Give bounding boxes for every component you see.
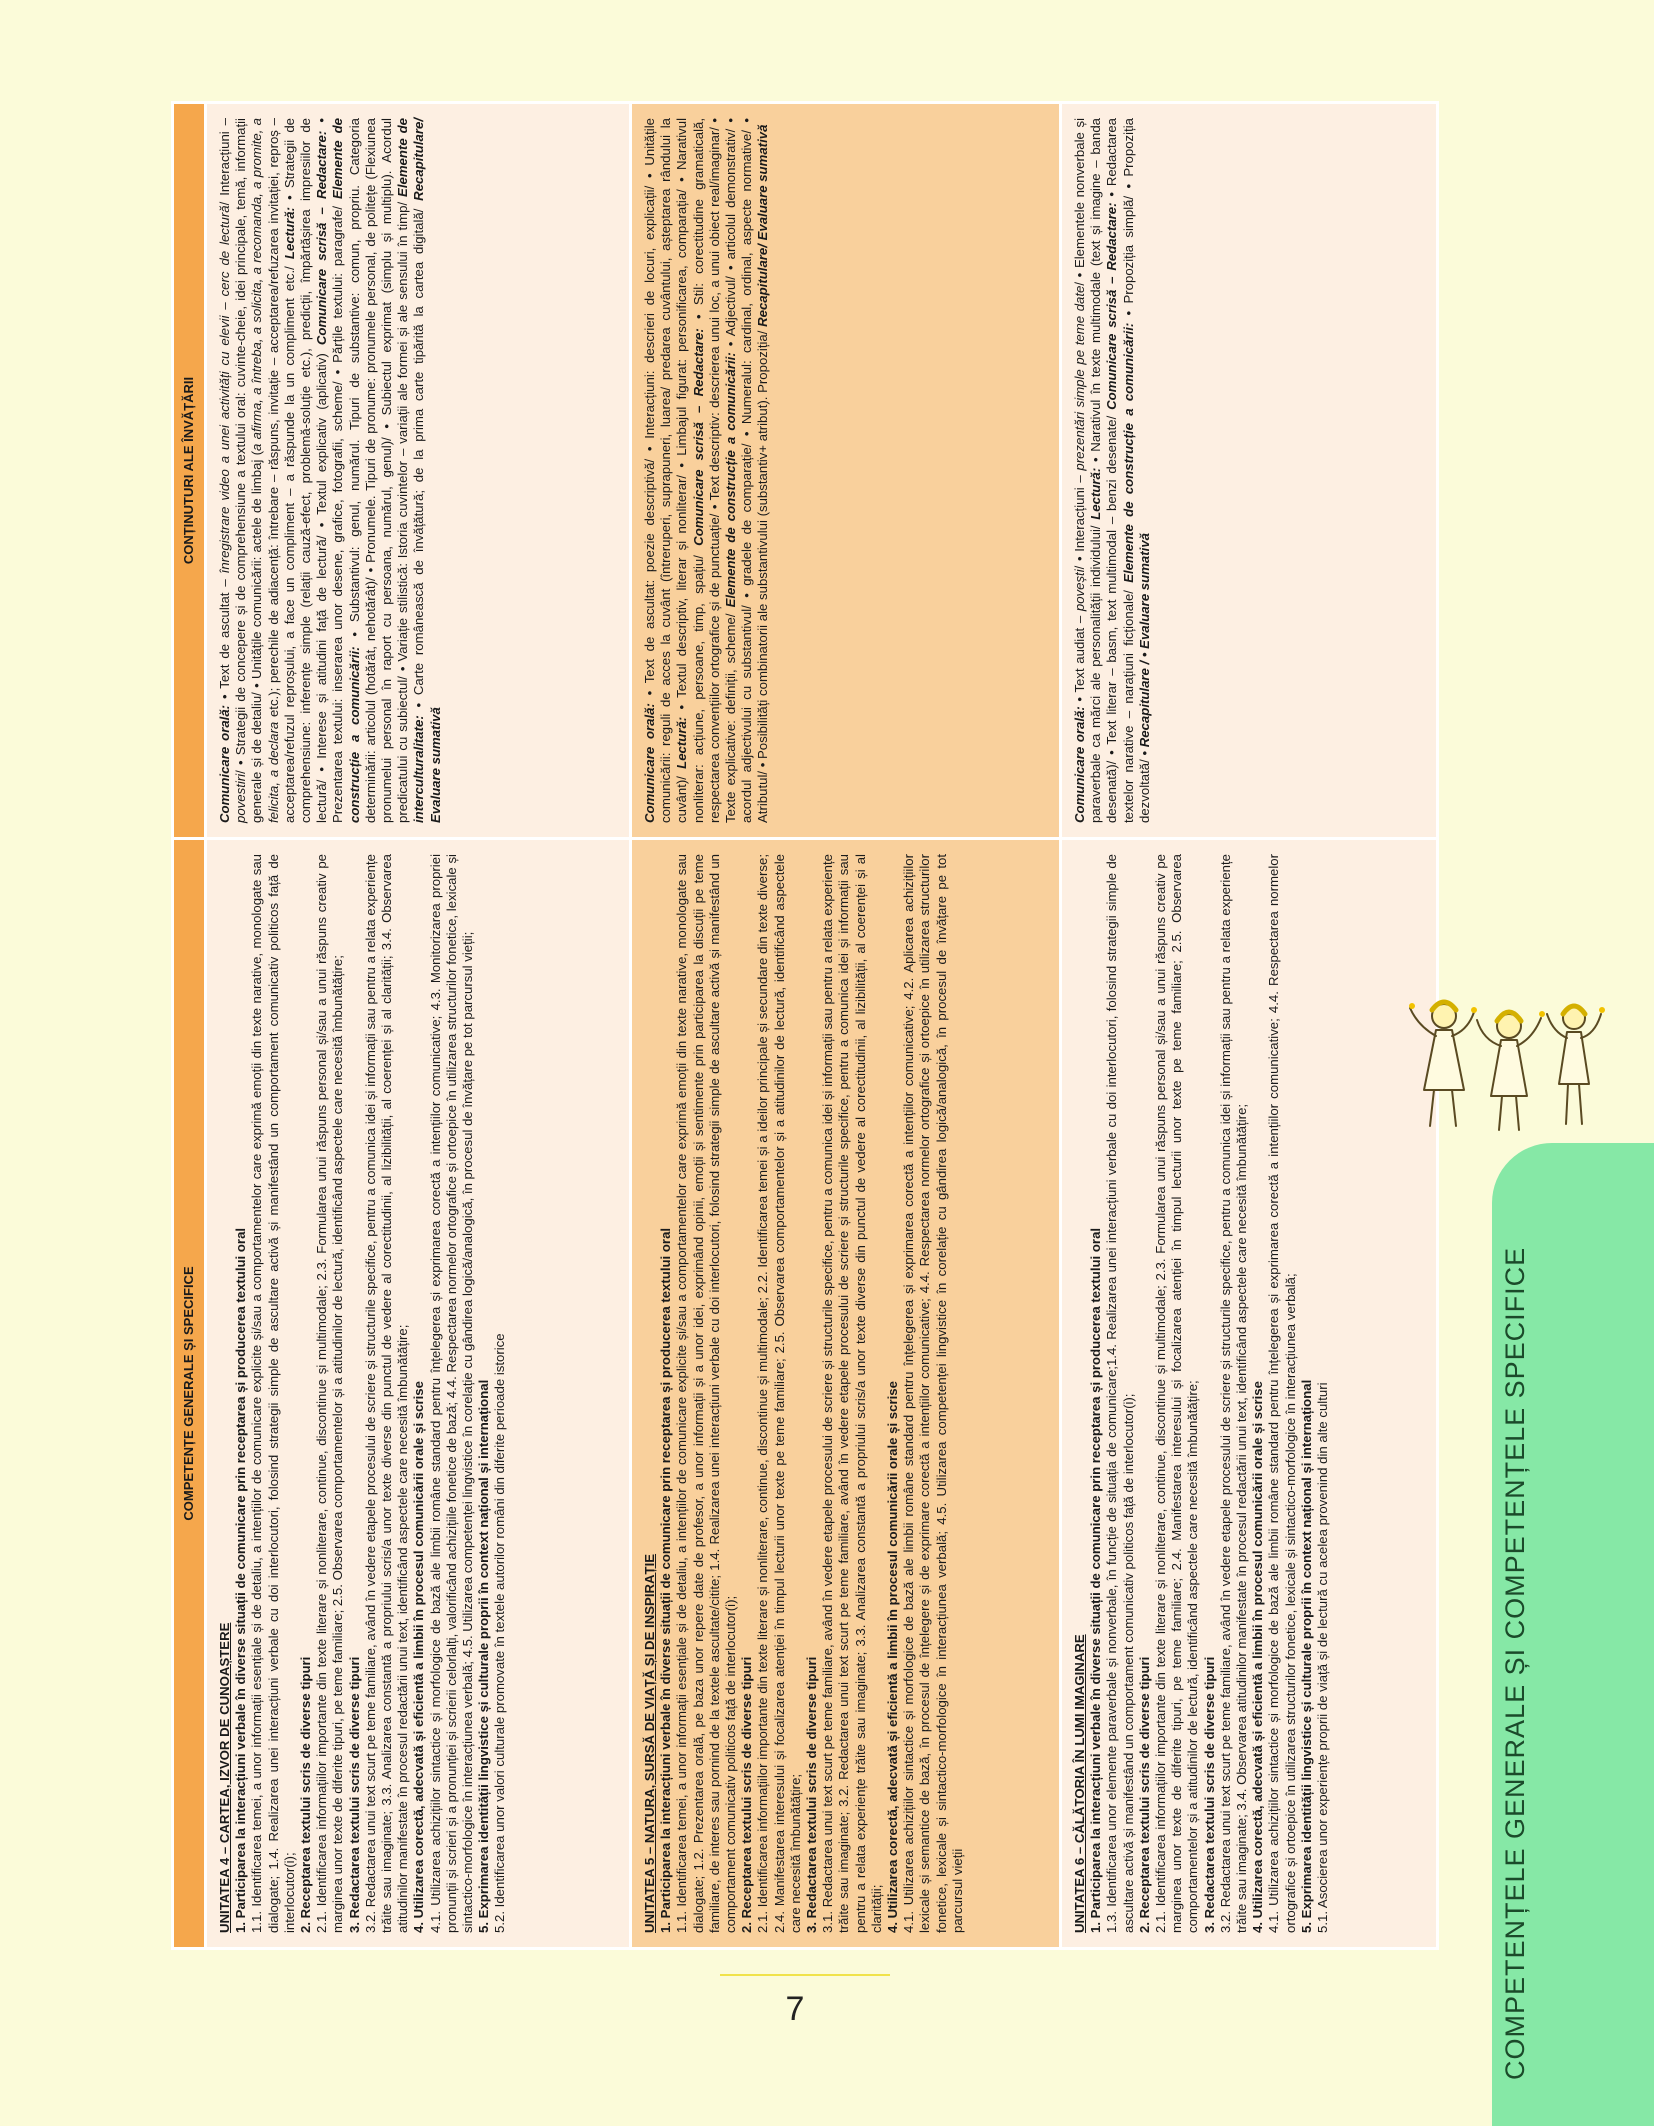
general-competence: 4. Utilizarea corectă, adecvată și eficientă a limbii în procesul comunicării orale și scrise: [411, 1381, 427, 1933]
content-run: • Narativul în texte multimodale (text și imagine – banda desenată)/ • Text literar – basm, text multimodal – benzi desenate/: [1088, 118, 1120, 823]
general-competence: 4. Utilizarea corectă, adecvată și eficientă a limbii în procesul comunicării orale și scrise: [1250, 1381, 1266, 1933]
content-run: Comunicare orală:: [1072, 706, 1087, 823]
specific-competences: 4.1. Utilizarea achizițiilor sintactice și morfologice de bază ale limbii române standard pentru înțelegerea și exprimarea corectă a intențiilor comunicative; 4.3. Monitorizarea propriei pronunții și scrieri și a pronunției și scrierii celorlalți, valorificând achizițiile fonetice de bază; 4.4. Respectarea normelor ortografice și ortoepice în utilizarea structurilor fonetice, lexicale și sintactico-morfologice în interacțiunea verbală; 4.5. Utilizarea competenței lingvistice în corelație cu gândirea logică/analogică, în procesul de învățare pe tot parcursul vieții;: [427, 854, 476, 1933]
specific-competences: 4.1. Utilizarea achizițiilor sintactice și morfologice de bază ale limbii române standard pentru înțelegerea și exprimarea corectă a intențiilor comunicative; 4.2. Aplicarea achizițiilor lexicale și semantice de bază, în procesul de înțelegere și de exprimare corectă a intențiilor comunicative; 4.4. Respectarea normelor ortografice și ortoepice în utilizarea structurilor fonetice, lexicale și sintactico-morfologice în interacțiunea verbală; 4.5. Utilizarea competenței lingvistice în corelație cu gândirea logică/analogică, în procesul de învățare pe tot parcursul vieții: [901, 854, 965, 1933]
children-illustration: [1404, 988, 1614, 1138]
page-number-rule: [720, 1974, 890, 1976]
content-run: Lectură:: [1088, 467, 1104, 520]
content-run: • Adjectivul/ • articolul demonstrativ/ • acordul adjectivului cu substantivul/ • gradele de comparație/ • Numeralul: cardinal, ordinal, aspecte normative/ • Atributul/ • Posibilități combinatorii ale substantivului (substantiv+ atribut). Propoziția/: [723, 118, 771, 823]
content-run: Lectură:: [674, 716, 690, 769]
content-run: prezentări simple pe teme date: [1072, 285, 1087, 471]
content-run: a afirma, a întreba, a solicita, a recomanda, a promite, a felicita, a declara: [249, 118, 281, 823]
content-run: • Propoziția simplă/ • Propoziția dezvoltată/ •: [1120, 118, 1152, 823]
unit-title: UNITATEA 4 – CARTEA, IZVOR DE CUNOAȘTERE: [217, 1622, 232, 1933]
content-run: / • Elementele nonverbale și paraverbale ca mărci ale personalității individului/: [1072, 117, 1104, 823]
section-side-label: COMPETENȚELE GENERALE ȘI COMPETENȚELE SPECIFICE: [1500, 1246, 1530, 2080]
content-run: / • Interacțiuni –: [1072, 470, 1087, 570]
content-run: Comunicare scrisă – Redactare:: [314, 130, 330, 346]
content-run: Elemente de construcție a comunicării:: [330, 118, 362, 823]
content-run: Elemente de interculturalitate:: [395, 118, 427, 823]
content-run: Recapitulare/ Evaluare sumativă: [755, 124, 771, 327]
general-competence: 3. Redactarea textului scris de diverse tipuri: [804, 1656, 820, 1933]
content-run: Lectură:: [281, 207, 297, 260]
specific-competences: 2.1. Identificarea informațiilor importante din texte literare și nonliterare, continue, discontinue și multimodale; 2.3. Formularea unui răspuns personal și/sau a unui răspuns creativ pe marginea unor texte de diferite tipuri, pe teme familiare; 2.5. Observarea comportamentelor și a atitudinilor de lectură, identificând aspectele care necesită îmbunătățire;: [314, 854, 346, 1933]
competences-cell: [206, 839, 631, 1949]
contents-cell: [1061, 103, 1438, 839]
content-run: • Carte românească de învățătură; de la prima carte tipărită la cartea digitală/: [411, 200, 427, 716]
specific-competences: 3.2. Redactarea unui text scurt pe teme familiare, având în vedere etapele procesului de scriere și structurile specifice, pentru a comunica idei și informații sau pentru a relata experiențe trăite sau imaginate; 3.4. Observarea atitudinilor manifestate în procesul redactării unui text, identificând aspectele care necesită îmbunătățire;: [1217, 854, 1250, 1933]
specific-competences: 1.3. Identificarea unor elemente paraverbale și nonverbale, în funcție de situația de comunicare;1.4. Realizarea unei interacțiuni verbale cu doi interlocutori, folosind strategii simple de ascultare activă și manifestând un comportament comunicativ politicos față de interlocutor(i);: [1104, 854, 1136, 1933]
unit-title: UNITATEA 5 – NATURA, SURSĂ DE VIAȚĂ ȘI DE INSPIRAȚIE: [642, 1553, 657, 1933]
content-run: Comunicare scrisă – Redactare:: [1104, 202, 1120, 410]
general-competence: 3. Redactarea textului scris de diverse tipuri: [1201, 1656, 1217, 1933]
page-number: 7: [785, 1990, 805, 2028]
competences-grid: [171, 101, 1439, 1950]
content-run: Elemente de construcție a comunicării:: [1120, 322, 1136, 583]
specific-competences: 4.1. Utilizarea achizițiilor sintactice și morfologice de bază ale limbii române standard pentru înțelegerea și exprimarea corectă a intențiilor comunicative; 4.4. Respectarea normelor ortografice și ortoepice în utilizarea structurilor fonetice, lexicale și sintactico-morfologice în interacțiunea verbală;: [1266, 854, 1298, 1933]
specific-competences: 3.1. Redactarea unui text scurt pe teme familiare, având în vedere etapele procesului de scriere și structurile specifice, pentru a comunica idei și informații sau pentru a relata experiențe trăite sau imaginate; 3.2. Redactarea unui text scurt pe teme familiare, având în vedere etapele procesului de scriere și structurile specifice, pentru a comunica idei și informații sau pentru a relata experiențe trăite sau imaginate; 3.3. Analizarea constantă a propriului scris/a unor texte diverse din punctul de vedere al corectitudinii, al lizibilității, al coerenței și al clarității;: [820, 854, 884, 1933]
general-competence: 3. Redactarea textului scris de diverse tipuri: [346, 1656, 362, 1933]
content-run: Elemente de construcție a comunicării:: [723, 352, 739, 608]
general-competence: 2. Receptarea textului scris de diverse tipuri: [1136, 1656, 1152, 1933]
content-run: • Text audiat –: [1072, 611, 1087, 707]
specific-competences: 1.1. Identificarea temei, a unor informații esențiale și de detaliu, a intențiilor de comunicare explicite și/sau a comportamentelor care exprimă emoții din texte narative, monologate sau dialogate; 1.4. Realizarea unei interacțiuni verbale cu doi interlocutori, folosind strategii simple de ascultare activă și manifestând un comportament comunicativ politicos față de interlocutor(i);: [249, 854, 297, 1933]
specific-competences: 2.1. Identificarea informațiilor importante din texte literare și nonliterare, continue, discontinue și multimodale; 2.3. Formularea unui răspuns personal și/sau a unui răspuns creativ pe marginea unor texte de diferite tipuri, pe teme familiare; 2.4. Manifestarea interesului și focalizarea atenției în timpul lecturii unor texte pe teme familiare; 2.5. Observarea comportamentelor și a atitudinilor de lectură, identificând aspectele care necesită îmbunătățire;: [1153, 854, 1201, 1933]
header-contents: CONȚINUTURI ALE ÎNVĂȚĂRII: [173, 103, 206, 839]
general-competence: 1. Participarea la interacțiuni verbale în diverse situații de comunicare prin receptarea și producerea textului oral: [1088, 1227, 1104, 1933]
general-competence: 5. Exprimarea identității lingvistice și culturale proprii în context național și internațional: [1298, 1379, 1314, 1933]
general-competence: 5. Exprimarea identității lingvistice și culturale proprii în context național și internațional: [476, 1379, 492, 1933]
content-run: • Textul descriptiv, literar și nonliterar/ • Limbajul figurat: personificarea, comparația/ • Narativul nonliterar: acțiune, persoane, timp, spațiu/: [674, 118, 706, 823]
general-competence: 2. Receptarea textului scris de diverse tipuri: [298, 1656, 314, 1933]
content-run: • Text de ascultat: poezie descriptivă/ • Interacțiuni: descrieri de locuri, explicații/ • Unitățile comunicării: reguli de acces la cuvânt (întreruperi, suprapuneri, luarea/ predarea cuvântului, așteptarea rândului la cuvânt)/: [642, 118, 690, 823]
content-run: Comunicare orală:: [217, 704, 232, 823]
specific-competences: 2.1. Identificarea informațiilor importante din texte literare și nonliterare, continue, discontinue și multimodale; 2.2. Identificarea temei și a ideilor principale și secundare din texte diverse; 2.4. Manifestarea interesului și focalizarea atenției în timpul lecturii unor texte pe teme familiare; 2.5. Observarea comportamentelor și a atitudinilor de lectură, identificând aspectele care necesită îmbunătățire;: [755, 854, 803, 1933]
general-competence: 1. Participarea la interacțiuni verbale în diverse situații de comunicare prin receptarea și producerea textului oral: [658, 1227, 674, 1933]
content-run: / • Strategii de concepere și de comprehensiune a textului oral: cuvinte-cheie, idei principale, temă, informații generale și de detaliu/ • Unitățile comunicării: actele de limbaj (: [233, 118, 265, 823]
content-run: Recapitulare / • Evaluare sumativă: [1136, 533, 1152, 748]
content-run: înregistrare video a unei activități cu elevii – cerc de lectură: [217, 205, 232, 574]
content-run: Recapitulare/ Evaluare sumativă: [411, 118, 443, 823]
specific-competences: 1.1. Identificarea temei, a unor informații esențiale și de detaliu, a intențiilor de comunicare explicite și/sau a comportamentelor care exprimă emoții din texte narative, monologate sau dialogate; 1.2. Prezentarea orală, pe baza unor repere date de profesor, a unor informații și a unor idei, exprimând opinii, emoții și sentimente prin participarea la discuții pe teme familiare, de interes sau pornind de la textele ascultate/citite; 1.4. Realizarea unei interacțiuni verbale cu doi interlocutori, folosind strategii simple de ascultare activă și manifestând un comportament comunicativ politicos față de interlocutor(i);: [674, 854, 739, 1933]
general-competence: 4. Utilizarea corectă, adecvată și eficientă a limbii în procesul comunicării orale și scrise: [885, 1381, 901, 1933]
general-competence: 1. Participarea la interacțiuni verbale în diverse situații de comunicare prin receptarea și producerea textului oral: [233, 1227, 249, 1933]
content-run: • Substantivul: genul, numărul. Tipuri de substantive: comun, propriu. Categoria determinării: articolul (hotărât, nehotărât)/ • Pronumele. Tipuri de pronume: pronumele personal, de politețe (Flexiunea pronumelui personal în raport cu persoana, numărul, genul)/ • Subiectul exprimat (simplu și multiplu). Acordul predicatului cu subiectul/ • Variație stilistică: Istoria cuvintelor – variații ale formei și ale sensului în timp/: [346, 118, 411, 823]
content-run: • Text de ascultat –: [217, 573, 232, 705]
header-competences: COMPETENȚE GENERALE ȘI SPECIFICE: [173, 839, 206, 1949]
competences-cell: [631, 839, 1061, 1949]
content-run: / Interacțiuni –: [217, 118, 232, 206]
content-run: • Stil: corectitudine gramaticală, respectarea convențiilor ortografice și de punctuație/ • Text descriptiv: descrierea unui loc, a unui obiect real/imaginar/ • Texte explicative: definiții, scheme/: [690, 117, 739, 823]
unit-row-6: [1061, 103, 1438, 1949]
content-run: • Strategii de comprehensiune: inferențe simple (relații cauză-efect, problemă-soluție etc.), predicții, împărtășirea impresiilor de lectură/ • Interese și atitudini față de lectură/ • Textul explicativ (aplicativ): [281, 118, 330, 823]
table-header-row: [173, 103, 206, 1949]
content-run: • Prezentarea textului: inserarea unor desene, grafice, fotografii, scheme/ • Părțile textului: paragrafe/: [314, 117, 346, 823]
unit-row-4: [206, 103, 631, 1949]
content-run: Comunicare orală:: [642, 703, 657, 823]
contents-cell: [631, 103, 1061, 839]
specific-competences: 5.2. Identificarea unor valori culturale promovate în textele autorilor români din diferite perioade istorice: [492, 1333, 508, 1933]
content-run: povești: [1072, 569, 1087, 612]
unit-row-5: [631, 103, 1061, 1949]
competences-cell: [1061, 839, 1438, 1949]
specific-competences: 5.1. Asocierea unor experiențe proprii de viață și de lectură cu acelea provenind din alte culturi: [1315, 1382, 1331, 1933]
general-competence: 2. Receptarea textului scris de diverse tipuri: [739, 1656, 755, 1933]
content-run: povestiri: [233, 773, 249, 823]
unit-title: UNITATEA 6 – CĂLĂTORIA ÎN LUMI IMAGINARE: [1072, 1634, 1087, 1933]
content-run: • Redactarea textelor narative – narațiuni ficționale/: [1104, 117, 1136, 823]
contents-cell: [206, 103, 631, 839]
content-run: etc.); perechile de adiacență: întrebare – răspuns, invitație – acceptarea/refuzarea invitației, reproș –acceptarea/refuzul reproșului, a face un compliment – a răspunde la un compliment etc./: [265, 118, 297, 823]
curriculum-table: [171, 104, 1439, 1950]
content-run: Comunicare scrisă – Redactare:: [690, 328, 706, 546]
specific-competences: 3.2. Redactarea unui text scurt pe teme familiare, având în vedere etapele procesului de scriere și structurile specifice, pentru a comunica idei și informații sau pentru a relata experiențe trăite sau imaginate; 3.3. Analizarea constantă a propriului scris/a unor texte diverse din punctul de vedere al corectitudinii, al lizibilității, al coerenței și al clarității; 3.4. Observarea atitudinilor manifestate în procesul redactării unui text, identificând aspectele care necesită îmbunătățire;: [362, 854, 411, 1933]
